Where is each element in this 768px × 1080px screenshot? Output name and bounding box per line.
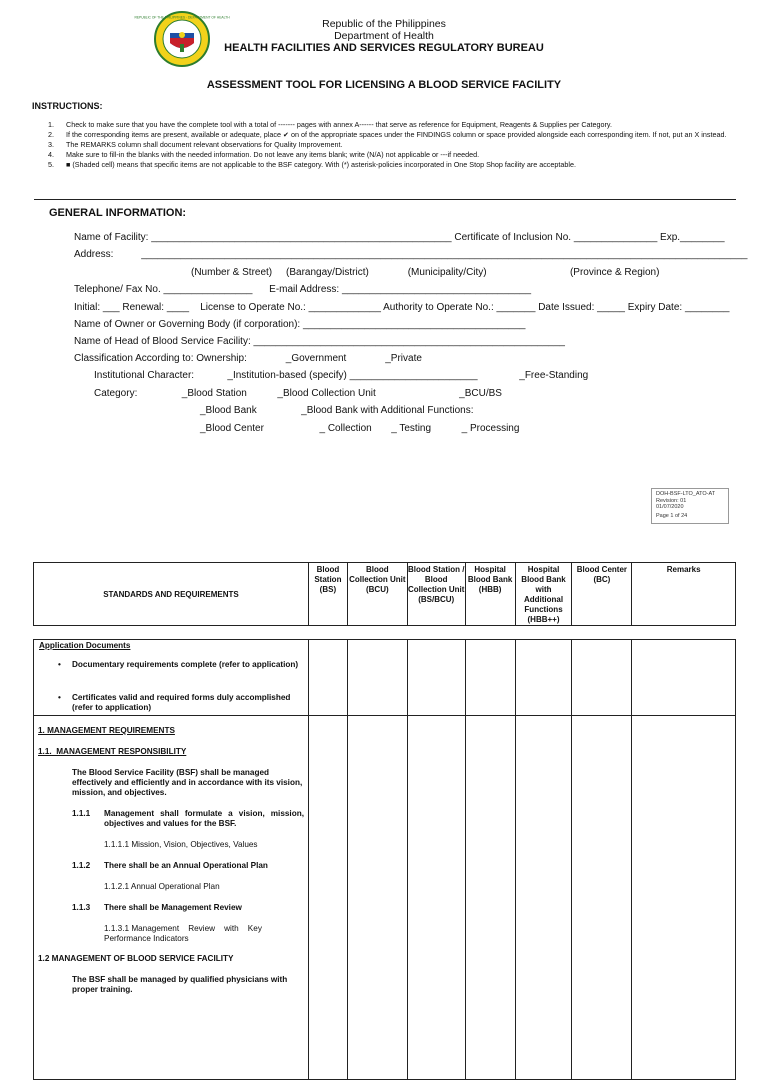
document-title: ASSESSMENT TOOL FOR LICENSING A BLOOD SERVICE FACILITY — [206, 79, 562, 91]
field-telephone-email[interactable]: Telephone/ Fax No. ________________ E-mail Address: __________________________________ — [74, 284, 532, 295]
item-text: There shall be an Annual Operational Plan — [104, 861, 268, 870]
sub-item: 1.1.3.1 Management Review with Key Performance Indicators — [104, 924, 265, 943]
finding-cell[interactable] — [407, 640, 465, 716]
remarks-cell[interactable] — [632, 716, 736, 1080]
sub-item: 1.1.2.1 Annual Operational Plan — [104, 882, 220, 891]
field-category[interactable]: Category: _Blood Station _Blood Collection Unit _BCU/BS — [94, 388, 502, 399]
finding-cell[interactable] — [572, 716, 632, 1080]
col-bs-bcu: Blood Station / Blood Collection Unit (BS/BCU) — [407, 563, 465, 626]
section-heading: 1. MANAGEMENT REQUIREMENTS — [38, 726, 175, 735]
document-code-box: DOH-BSF-LTO_ATO-AT Revision: 01 01/07/2020 Page 1 of 24 — [651, 488, 729, 524]
finding-cell[interactable] — [309, 716, 348, 1080]
instruction-item: 3. The REMARKS column shall document relevant observations for Quality Improvement. — [48, 140, 343, 149]
item-number: 1.1.1 — [72, 809, 91, 818]
field-category-line3[interactable]: _Blood Center _ Collection _ Testing _ Processing — [200, 423, 520, 434]
col-bcu: Blood Collection Unit (BCU) — [347, 563, 407, 626]
instructions-list — [48, 120, 748, 170]
header-line-bureau: HEALTH FACILITIES AND SERVICES REGULATORY BUREAU — [224, 42, 544, 54]
field-category-line2[interactable]: _Blood Bank _Blood Bank with Additional Functions: — [200, 405, 474, 416]
item-number: 1.1.2 — [72, 861, 91, 870]
field-institutional-character[interactable]: Institutional Character: _Institution-based (specify) _______________________ _Free-Standing — [94, 370, 589, 381]
col-remarks: Remarks — [632, 563, 736, 626]
finding-cell[interactable] — [515, 716, 572, 1080]
finding-cell[interactable] — [465, 716, 515, 1080]
field-address[interactable]: Address: _____________________________________________________________________________________________________________ — [74, 249, 748, 260]
section-heading: 1.2 MANAGEMENT OF BLOOD SERVICE FACILITY — [38, 954, 234, 963]
col-bs: Blood Station (BS) — [308, 563, 347, 626]
app-docs-item: • Certificates valid and required forms duly accomplished (refer to application) — [72, 693, 302, 713]
item-text: There shall be Management Review — [104, 903, 242, 912]
finding-cell[interactable] — [572, 640, 632, 716]
divider-rule — [34, 199, 736, 200]
finding-cell[interactable] — [407, 716, 465, 1080]
finding-cell[interactable] — [465, 640, 515, 716]
standards-header-table — [33, 562, 736, 626]
instruction-item: 2. If the corresponding items are present, available or adequate, place ✔ on of the appropriate spaces under the FINDINGS column or space provided alongside each corresponding item. If not, put an X instead. — [48, 130, 727, 139]
paragraph: The Blood Service Facility (BSF) shall be managed effectively and efficiently and in accordance with its vision, mission, and objectives. — [72, 768, 303, 797]
instruction-item: 1. Check to make sure that you have the complete tool with a total of ------- pages with annex A------ that serve as reference for Equipment, Reagents & Supplies per Category. — [48, 120, 612, 129]
field-head-of-bsf[interactable]: Name of Head of Blood Service Facility: ________________________________________________________ — [74, 336, 565, 347]
finding-cell[interactable] — [348, 640, 408, 716]
item-number: 1.1.3 — [72, 903, 91, 912]
sub-item: 1.1.1.1 Mission, Vision, Objectives, Values — [104, 840, 258, 849]
field-classification[interactable]: Classification According to: Ownership: _Government _Private — [74, 353, 422, 364]
address-parts-labels: (Number & Street) (Barangay/District) (Municipality/City) (Province & Region) — [191, 267, 660, 278]
remarks-cell[interactable] — [632, 640, 736, 716]
col-hbb: Hospital Blood Bank (HBB) — [465, 563, 515, 626]
finding-cell[interactable] — [348, 716, 408, 1080]
col-standards: STANDARDS AND REQUIREMENTS — [34, 563, 309, 626]
item-text: Management shall formulate a vision, mission, objectives and values for the BSF. — [104, 809, 304, 828]
app-docs-cell — [34, 640, 309, 716]
field-name-of-facility[interactable]: Name of Facility: ______________________________________________________ Certificate of Inclusion No. _______________ Exp.________ — [74, 232, 725, 243]
management-requirements-cell — [34, 716, 309, 1080]
app-docs-title: Application Documents — [39, 641, 131, 650]
finding-cell[interactable] — [309, 640, 348, 716]
finding-cell[interactable] — [515, 640, 572, 716]
header-line-republic: Republic of the Philippines — [322, 18, 446, 30]
section-heading: 1.1. MANAGEMENT RESPONSIBILITY — [38, 747, 187, 756]
standards-body-table — [33, 639, 736, 1080]
col-hbb-plus: Hospital Blood Bank with Additional Functions (HBB++) — [515, 563, 572, 626]
seal-text: REPUBLIC OF THE PHILIPPINES · DEPARTMENT OF HEALTH — [134, 15, 230, 20]
general-info-heading: GENERAL INFORMATION: — [49, 207, 187, 219]
instruction-item: 5. ■ (Shaded cell) means that specific items are not applicable to the BSF category. With (*) asterisk-policies incorporated in One Stop Shop facility are acceptable. — [48, 160, 576, 169]
app-docs-item: • Documentary requirements complete (refer to application) — [72, 660, 302, 670]
instructions-heading: INSTRUCTIONS: — [32, 101, 103, 111]
header-line-department: Department of Health — [334, 30, 434, 42]
col-bc: Blood Center (BC) — [572, 563, 632, 626]
field-license-numbers[interactable]: Initial: ___ Renewal: ____ License to Operate No.: _____________ Authority to Operate No.: _______ Date Issued: _____ Expiry Date: ________ — [74, 302, 730, 313]
paragraph: The BSF shall be managed by qualified physicians with proper training. — [72, 975, 288, 994]
instruction-item: 4. Make sure to fill-in the blanks with the needed information. Do not leave any items blank; write (N/A) not applicable or ---if needed. — [48, 150, 480, 159]
field-owner[interactable]: Name of Owner or Governing Body (if corporation): ________________________________________ — [74, 319, 526, 330]
